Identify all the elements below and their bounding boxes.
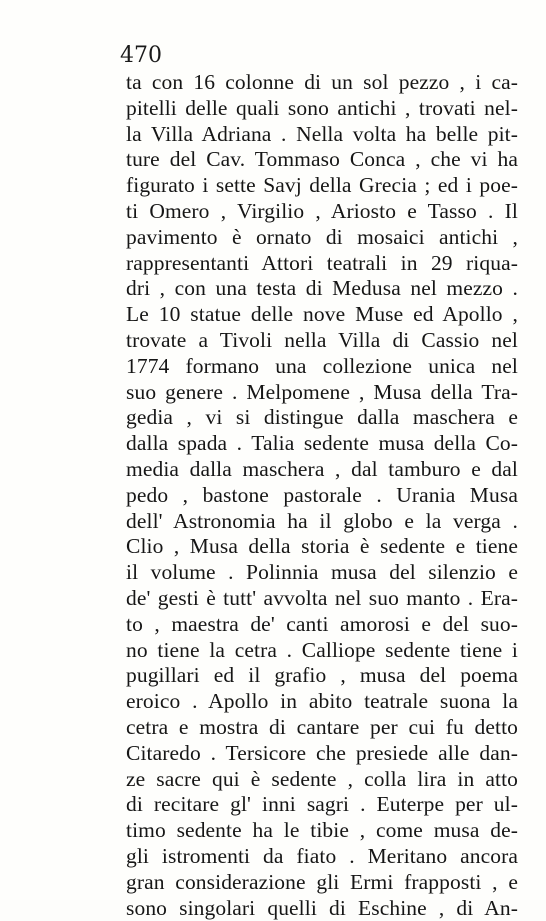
text-line: pedo , bastone pastorale . Urania Musa	[126, 483, 518, 509]
text-line: rappresentanti Attori teatrali in 29 riqua-	[126, 251, 518, 277]
text-line: pitelli delle quali sono antichi , trovati nel-	[126, 96, 518, 122]
text-line: timo sedente ha le tibie , come musa de-	[126, 818, 518, 844]
text-line: gli istromenti da fiato . Meritano ancora	[126, 844, 518, 870]
text-line: ze sacre qui è sedente , colla lira in atto	[126, 767, 518, 793]
text-line: de' gesti è tutt' avvolta nel suo manto . Era-	[126, 586, 518, 612]
text-line: Le 10 statue delle nove Muse ed Apollo ,	[126, 302, 518, 328]
body-text	[126, 70, 518, 921]
text-line: dalla spada . Talia sedente musa della Co-	[126, 431, 518, 457]
text-line: ti Omero , Virgilio , Ariosto e Tasso . Il	[126, 199, 518, 225]
text-line: media dalla maschera , dal tamburo e dal	[126, 457, 518, 483]
text-line: gran considerazione gli Ermi frapposti , e	[126, 870, 518, 896]
text-line: figurato i sette Savj della Grecia ; ed i poe-	[126, 173, 518, 199]
text-line: no tiene la cetra . Calliope sedente tiene i	[126, 638, 518, 664]
text-line: Citaredo . Tersicore che presiede alle dan-	[126, 741, 518, 767]
text-line: suo genere . Melpomene , Musa della Tra-	[126, 380, 518, 406]
text-line: pavimento è ornato di mosaici antichi ,	[126, 225, 518, 251]
text-line: dri , con una testa di Medusa nel mezzo .	[126, 276, 518, 302]
text-line: dell' Astronomia ha il globo e la verga .	[126, 509, 518, 535]
text-line: cetra e mostra di cantare per cui fu detto	[126, 715, 518, 741]
text-line: ture del Cav. Tommaso Conca , che vi ha	[126, 147, 518, 173]
text-line: Clio , Musa della storia è sedente e tiene	[126, 534, 518, 560]
text-line: to , maestra de' canti amorosi e del suo-	[126, 612, 518, 638]
text-line: 1774 formano una collezione unica nel	[126, 354, 518, 380]
text-line: sono singolari quelli di Eschine , di An-	[126, 896, 518, 921]
text-line: eroico . Apollo in abito teatrale suona la	[126, 689, 518, 715]
text-line: trovate a Tivoli nella Villa di Cassio nel	[126, 328, 518, 354]
page-number: 470	[120, 44, 162, 68]
text-line: la Villa Adriana . Nella volta ha belle pit-	[126, 122, 518, 148]
text-line: di recitare gl' inni sagri . Euterpe per ul-	[126, 792, 518, 818]
text-line: gedia , vi si distingue dalla maschera e	[126, 405, 518, 431]
text-line: ta con 16 colonne di un sol pezzo , i ca-	[126, 70, 518, 96]
text-line: pugillari ed il grafio , musa del poema	[126, 663, 518, 689]
text-line: il volume . Polinnia musa del silenzio e	[126, 560, 518, 586]
